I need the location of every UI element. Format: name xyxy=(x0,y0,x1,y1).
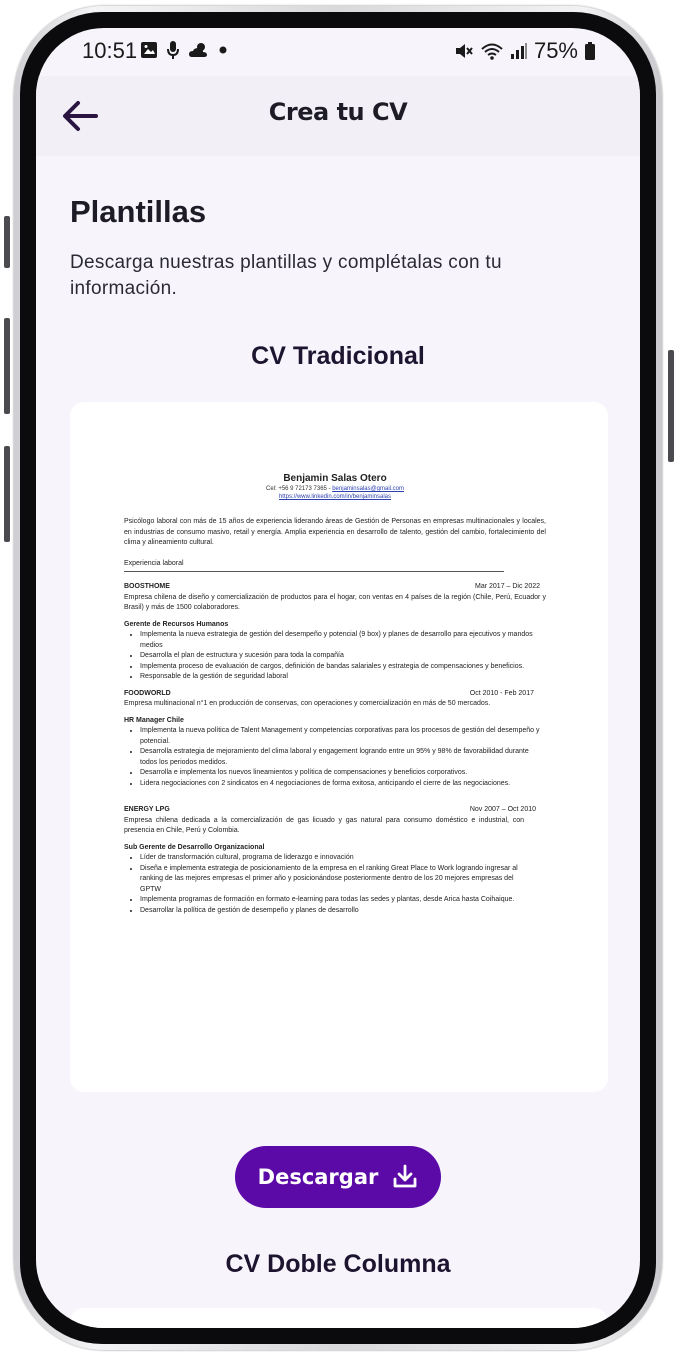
cv-bullet: • Desarrolla el plan de estructura y sucesión para toda la compañía xyxy=(140,651,546,662)
image-icon xyxy=(140,41,158,59)
cv-dates: Nov 2007 – Oct 2010 xyxy=(469,806,536,813)
cv-company-description: Empresa chilena de diseño y comercialización de productos para el hogar, con ventas en 4 países de la región (Chile, Perú, Ecuador y Brasil) y más de 1500 colaboradores. xyxy=(124,593,546,611)
side-button xyxy=(668,350,674,462)
cv-bullet: • Implementa proceso de evaluación de cargos, definición de bandas salariales y estrategia de compensaciones y beneficios. xyxy=(140,662,546,673)
status-time: 10:51 xyxy=(82,38,138,63)
cv-role: Sub Gerente de Desarrollo Organizacional xyxy=(124,843,265,851)
cv-bullet: • Desarrollar la política de gestión de desempeño y planes de desarrollo xyxy=(140,906,536,917)
cv-role: Gerente de Recursos Humanos xyxy=(124,620,229,628)
download-button[interactable] xyxy=(235,1146,441,1208)
cv-bullet: • Diseña e implementa estrategia de posicionamiento de la empresa en el ranking Great Place to Work logrando ingresar al ranking de las mejores empresas el primer año y posicionándose posteriormente dentro de los 20 mejores empresas del GPTW xyxy=(140,864,536,896)
screen xyxy=(36,28,640,1328)
cv-bullet: • Lidera negociaciones con 2 sindicatos en 4 negociaciones de forma exitosa, anticipando el cierre de las negociaciones. xyxy=(140,779,546,790)
template-preview-card xyxy=(70,1308,608,1328)
dot-icon xyxy=(218,45,228,55)
cv-company: BOOSTHOME xyxy=(124,583,170,590)
mic-icon xyxy=(166,40,180,60)
cv-company: ENERGY LPG xyxy=(124,806,170,813)
cv-bullet: • Implementa la nueva política de Talent Management y competencias corporativas para los procesos de gestión del desempeño y potencial. xyxy=(140,726,546,747)
template-title: CV Doble Columna xyxy=(225,1250,451,1278)
status-bar xyxy=(36,28,640,76)
cv-preview xyxy=(124,472,546,916)
cv-job-header xyxy=(124,805,546,816)
cv-bullet-list xyxy=(124,853,536,916)
cv-summary: Psicólogo laboral con más de 15 años de experiencia liderando áreas de Gestión de Personas en empresas multinacionales y locales, en industrias de consumo masivo, retail y energía. Amplia experiencia en desarrollo de talento, gestión del cambio, fortalecimiento del clima y alineamiento cultural. xyxy=(124,518,546,546)
cv-bullet: • Desarrolla estrategia de mejoramiento del clima laboral y engagement logrando entre un 95% y 98% de favorabilidad durante todos los periodos medidos. xyxy=(140,747,546,768)
cv-bullet: • Desarrolla e implementa los nuevos lineamientos y política de compensaciones y beneficios corporativos. xyxy=(140,768,546,779)
weather-icon xyxy=(188,41,210,59)
cv-bullet: • Líder de transformación cultural, programa de liderazgo e innovación xyxy=(140,853,536,864)
template-title: CV Tradicional xyxy=(251,342,425,370)
signal-icon xyxy=(510,42,528,60)
cv-role: HR Manager Chile xyxy=(124,716,184,724)
section-heading: Plantillas xyxy=(70,194,207,229)
cv-email: benjaminsalas@gmail.com xyxy=(332,486,405,492)
cv-job-header xyxy=(124,582,546,593)
cv-bullet: • Implementa programas de formación en formato e-learning para todas las sedes y plantas, desde Arica hasta Coihaique. xyxy=(140,895,536,906)
battery-icon xyxy=(584,41,596,61)
cv-linkedin-row xyxy=(124,493,546,501)
cv-name: Benjamin Salas Otero xyxy=(283,473,387,484)
cv-dates: Mar 2017 – Dic 2022 xyxy=(475,583,540,590)
cv-bullet: • Implementa la nueva estrategia de gestión del desempeño y potencial (9 box) y planes de desarrollo para ejecutivos y mandos medios xyxy=(140,630,546,651)
main-content xyxy=(36,156,640,1328)
power-button xyxy=(4,446,10,542)
cv-contact xyxy=(124,485,546,493)
battery-percent: 75% xyxy=(533,38,578,63)
cv-job-header xyxy=(124,689,546,700)
cv-company-description: Empresa chilena dedicada a la comercialización de gas licuado y gas natural para consumo doméstico e industrial, con presencia en Chile, Perú y Colombia. xyxy=(124,816,524,834)
template-preview-card xyxy=(70,402,608,1092)
cv-bullet-list xyxy=(124,726,546,789)
download-icon xyxy=(392,1164,418,1190)
download-label: Descargar xyxy=(257,1165,379,1189)
mute-icon xyxy=(454,41,474,61)
cv-company: FOODWORLD xyxy=(124,689,171,697)
volume-button xyxy=(4,318,10,414)
app-bar xyxy=(36,76,640,156)
cv-dates: Oct 2010 - Feb 2017 xyxy=(469,689,534,697)
wifi-icon xyxy=(480,41,504,61)
page-title: Crea tu CV xyxy=(268,98,408,126)
cv-company-description: Empresa multinacional n°1 en producción de conservas, con operaciones y comercialización en más de 50 mercados. xyxy=(124,700,491,707)
cv-bullet-list xyxy=(124,630,546,683)
cv-bullet: • Responsable de la gestión de seguridad laboral xyxy=(140,672,546,683)
cv-section-heading: Experiencia laboral xyxy=(124,559,504,573)
section-description: Descarga nuestras plantillas y complétalas con tu información. xyxy=(70,252,502,299)
cv-phone: Cel: +56 9 72173 7365 - xyxy=(265,486,331,492)
cv-linkedin: https://www.linkedin.com/in/benjaminsalas xyxy=(278,494,392,500)
volume-button xyxy=(4,216,10,268)
